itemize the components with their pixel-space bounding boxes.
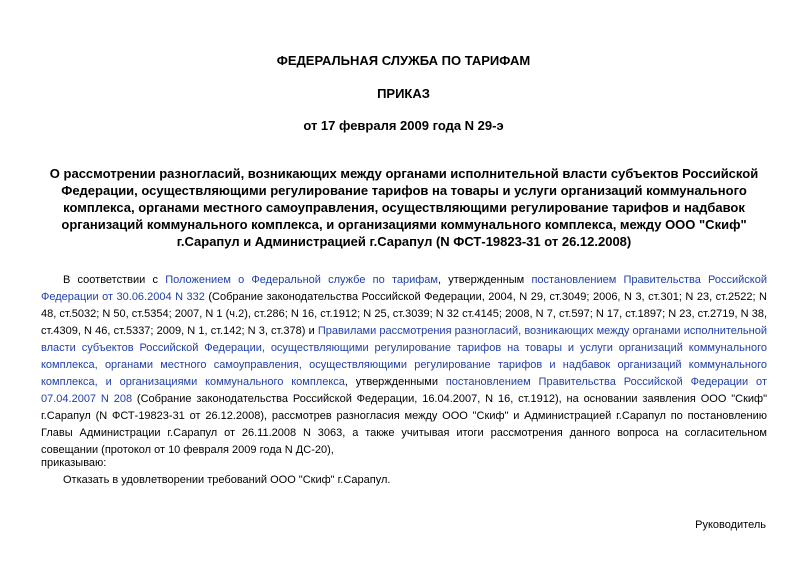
- link-fst-regulation[interactable]: Положением о Федеральной службе по тарифам: [165, 274, 438, 286]
- preamble-text-1: В соответствии с: [63, 274, 166, 286]
- decision-text: Отказать в удовлетворении требований ООО "Скиф" г.Сарапул.: [63, 474, 391, 486]
- document-date-number: от 17 февраля 2009 года N 29-э: [303, 118, 504, 133]
- order-word: приказываю:: [41, 457, 107, 469]
- document-title: О рассмотрении разногласий, возникающих между органами исполнительной власти субъектов Российской Федерации, осуществляющими регулирование тарифов на товары и услуги организаций коммунального комплекса, органами местного самоуправления, осуществляющими регулирование тарифов и надбавок организаций коммунального комплекса, и организациями коммунального комплекса, между ООО "Скиф" г.Сарапул и Администрацией г.Сарапул (N ФСТ-19823-31 от 26.12.2008): [49, 166, 759, 249]
- link-government-decree-208[interactable]: постановлением Правительства Российской Федерации от 07.04.2007 N 208: [41, 376, 767, 405]
- preamble-text-3: (Собрание законодательства Российской Федерации, 2004, N 29, ст.3049; 2006, N 3, ст.301; N 23, ст.2522; N 48, ст.5032; N 50, ст.5354; 2007, N 1 (ч.2), ст.286; N 16, ст.1912; N 25, ст.3039; N 32 ст.4145; 2008, N 7, ст.597; N 17, ст.1897; N 23, ст.2719, N 38, ст.4309, N 46, ст.5337; 2009, N 1, ст.142; N 3, ст.378) и: [41, 291, 768, 337]
- link-government-decree-332[interactable]: постановлением Правительства Российской Федерации от 30.06.2004 N 332: [41, 274, 767, 303]
- signature-title: Руководитель: [695, 519, 766, 531]
- link-disagreement-rules[interactable]: Правилами рассмотрения разногласий, возникающих между органами исполнительной власти субъектов Российской Федерации, осуществляющими регулирование тарифов на товары и услуги организаций коммунального комплекса, органами местного самоуправления, осуществляющими регулирование тарифов и надбавок организаций коммунального комплекса, и организациями коммунального комплекса: [41, 325, 767, 388]
- preamble-text-2: , утвержденным: [437, 274, 532, 286]
- preamble-paragraph: [41, 272, 767, 459]
- preamble-text-5: (Собрание законодательства Российской Федерации, 16.04.2007, N 16, ст.1912), на основании заявления ООО "Скиф" г.Сарапул (N ФСТ-19823-31 от 26.12.2008), рассмотрев разногласия между ООО "Скиф" и Администрацией г.Сарапул по постановлению Главы Администрации г.Сарапул от 26.11.2008 N 3063, а также учитывая итоги рассмотрения данного вопроса на согласительном совещании (протокол от 10 февраля 2009 года N ДС-20),: [41, 393, 767, 456]
- document-type: ПРИКАЗ: [377, 86, 430, 101]
- preamble-text-4: , утвержденными: [344, 376, 446, 388]
- agency-name: ФЕДЕРАЛЬНАЯ СЛУЖБА ПО ТАРИФАМ: [276, 53, 531, 68]
